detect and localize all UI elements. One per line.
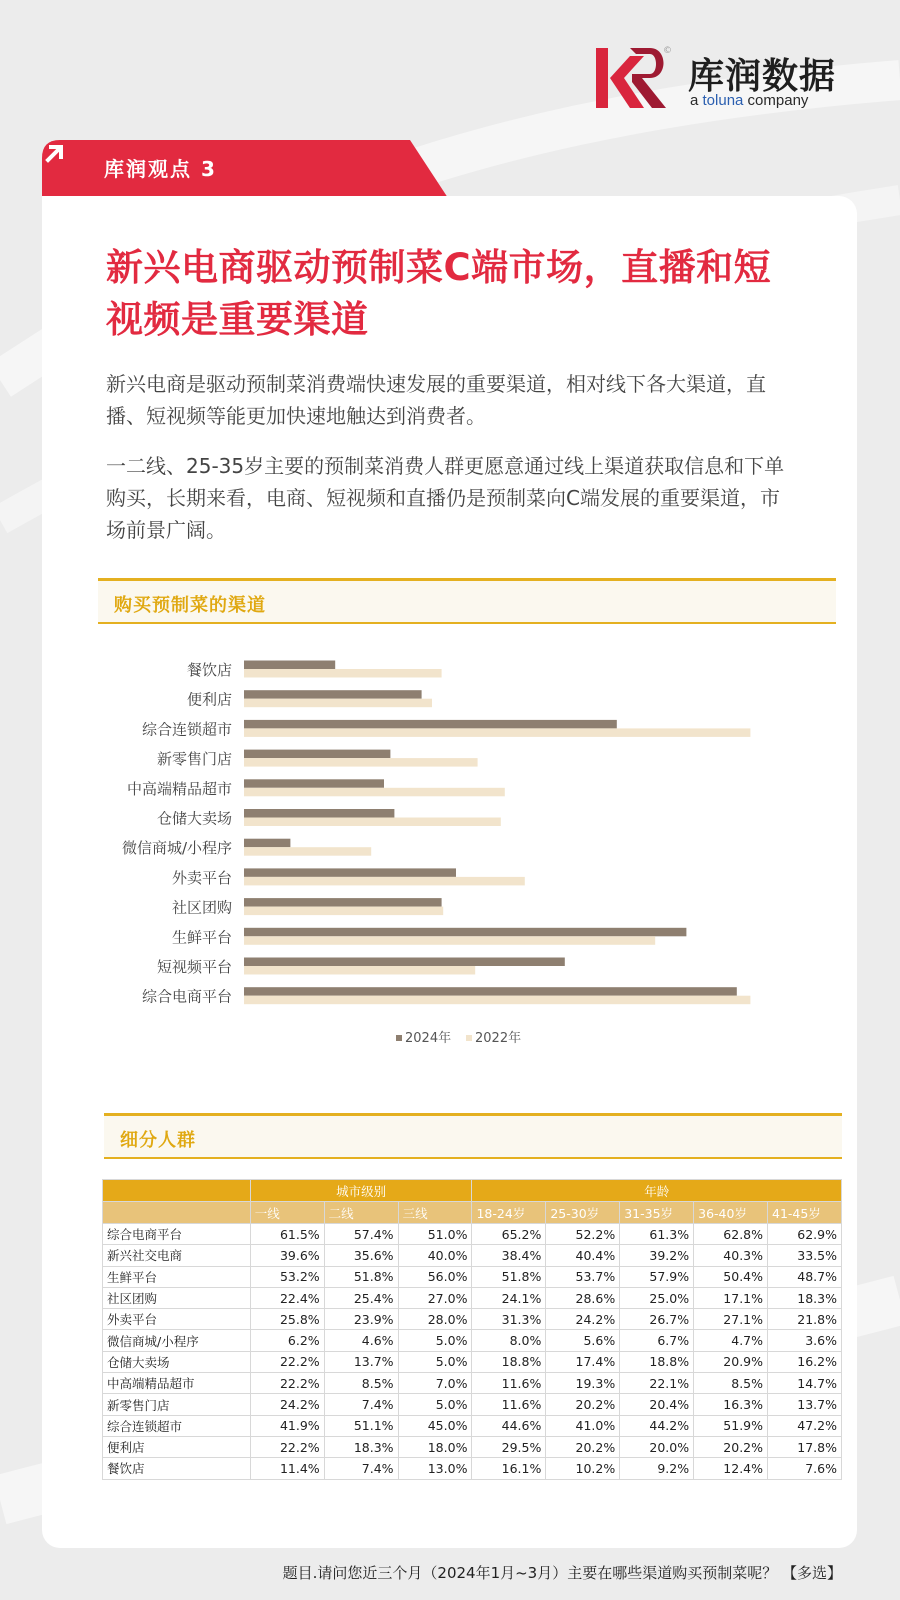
brand-logo: [596, 46, 856, 114]
table-section-title: 细分人群: [120, 1130, 196, 1151]
table-cell: 14.7%: [768, 1373, 842, 1394]
table-cell: 24.2%: [250, 1394, 324, 1415]
table-row: [103, 1373, 842, 1394]
table-cell: 27.1%: [694, 1309, 768, 1330]
table-cell: 33.5%: [768, 1245, 842, 1266]
brand-name: 库润数据: [688, 56, 837, 97]
intro-paragraph-2: 一二线、25-35岁主要的预制菜消费人群更愿意通过线上渠道获取信息和下单购买，长期来看，电商、短视频和直播仍是预制菜向C端发展的重要渠道，市场前景广阔。: [106, 454, 785, 542]
chart-section-header: [98, 578, 836, 624]
chart-section-title: 购买预制菜的渠道: [114, 595, 266, 616]
table-cell: 5.6%: [546, 1330, 620, 1351]
table-cell: 47.2%: [768, 1415, 842, 1436]
bar-2024: [244, 928, 686, 937]
table-cell: 61.3%: [620, 1224, 694, 1245]
category-label: 外卖平台: [171, 868, 232, 887]
row-label: 餐饮店: [103, 1458, 251, 1479]
table-cell: 26.7%: [620, 1309, 694, 1330]
group-header-age: 年龄: [472, 1180, 842, 1202]
table-cell: 51.1%: [324, 1415, 398, 1436]
bar-2022: [244, 758, 478, 767]
table-row: [103, 1458, 842, 1479]
table-cell: 61.5%: [250, 1224, 324, 1245]
table-cell: 44.2%: [620, 1415, 694, 1436]
row-label: 新兴社交电商: [103, 1245, 251, 1266]
table-row: [103, 1309, 842, 1330]
table-cell: 25.4%: [324, 1287, 398, 1308]
table-body: [103, 1224, 842, 1480]
table-corner: [103, 1180, 251, 1202]
tab-label: 库润观点 3: [104, 157, 217, 181]
table-cell: 7.4%: [324, 1394, 398, 1415]
table-section-header: [104, 1113, 842, 1159]
table-cell: 51.8%: [324, 1266, 398, 1287]
table-cell: 50.4%: [694, 1266, 768, 1287]
table-cell: 53.2%: [250, 1266, 324, 1287]
category-label: 短视频平台: [156, 958, 232, 976]
table-cell: 51.0%: [398, 1224, 472, 1245]
table-cell: 17.4%: [546, 1351, 620, 1372]
tagline-suffix: company: [743, 92, 809, 109]
table-cell: 41.0%: [546, 1415, 620, 1436]
bar-2022: [244, 699, 432, 708]
column-header: 25-30岁: [546, 1202, 620, 1224]
legend-swatch: [396, 1035, 402, 1041]
column-header: 18-24岁: [472, 1202, 546, 1224]
table-cell: 16.1%: [472, 1458, 546, 1479]
table-cell: 5.0%: [398, 1351, 472, 1372]
table-cell: 18.3%: [324, 1436, 398, 1457]
table-cell: 20.9%: [694, 1351, 768, 1372]
row-label: 外卖平台: [103, 1309, 251, 1330]
table-cell: 27.0%: [398, 1287, 472, 1308]
bar-2024: [244, 720, 617, 729]
table-cell: 4.6%: [324, 1330, 398, 1351]
table-cell: 17.1%: [694, 1287, 768, 1308]
row-label: 便利店: [103, 1436, 251, 1457]
table-cell: 40.4%: [546, 1245, 620, 1266]
bar-2024: [244, 661, 335, 670]
table-cell: 22.2%: [250, 1373, 324, 1394]
bar-2024: [244, 958, 565, 967]
row-label: 微信商城/小程序: [103, 1330, 251, 1351]
table-cell: 31.3%: [472, 1309, 546, 1330]
row-label: 新零售门店: [103, 1394, 251, 1415]
table-cell: 8.5%: [324, 1373, 398, 1394]
column-header: 41-45岁: [768, 1202, 842, 1224]
table-cell: 7.0%: [398, 1373, 472, 1394]
table-cell: 40.3%: [694, 1245, 768, 1266]
row-label: 综合连锁超市: [103, 1415, 251, 1436]
column-header: 一线: [250, 1202, 324, 1224]
category-label: 微信商城/小程序: [121, 839, 232, 858]
bar-2024: [244, 779, 384, 788]
page-title: 新兴电商驱动预制菜C端市场，直播和短视频是重要渠道: [106, 246, 772, 341]
table-cell: 3.6%: [768, 1330, 842, 1351]
category-label: 中高端精品超市: [126, 779, 232, 798]
table-cell: 28.6%: [546, 1287, 620, 1308]
table-cell: 18.8%: [472, 1351, 546, 1372]
table-cell: 6.7%: [620, 1330, 694, 1351]
category-label: 综合电商平台: [141, 987, 232, 1006]
table-cell: 21.8%: [768, 1309, 842, 1330]
table-cell: 20.2%: [694, 1436, 768, 1457]
table-cell: 7.4%: [324, 1458, 398, 1479]
table-row: [103, 1245, 842, 1266]
table-cell: 65.2%: [472, 1224, 546, 1245]
table-cell: 16.2%: [768, 1351, 842, 1372]
category-label: 综合连锁超市: [141, 720, 232, 739]
table-cell: 28.0%: [398, 1309, 472, 1330]
table-cell: 16.3%: [694, 1394, 768, 1415]
table-cell: 22.4%: [250, 1287, 324, 1308]
table-cell: 22.1%: [620, 1373, 694, 1394]
table-cell: 57.9%: [620, 1266, 694, 1287]
table-cell: 11.6%: [472, 1373, 546, 1394]
intro-paragraph-1: 新兴电商是驱动预制菜消费端快速发展的重要渠道，相对线下各大渠道，直播、短视频等能更加快速地触达到消费者。: [106, 372, 766, 428]
column-header: 36-40岁: [694, 1202, 768, 1224]
category-label: 便利店: [186, 690, 232, 709]
category-label: 社区团购: [171, 898, 232, 917]
table-cell: 51.8%: [472, 1266, 546, 1287]
bar-2022: [244, 818, 501, 827]
table-cell: 24.2%: [546, 1309, 620, 1330]
table-cell: 57.4%: [324, 1224, 398, 1245]
bar-2024: [244, 750, 390, 759]
row-label: 中高端精品超市: [103, 1373, 251, 1394]
column-header-row: [103, 1202, 842, 1224]
table-cell: 19.3%: [546, 1373, 620, 1394]
table-cell: 48.7%: [768, 1266, 842, 1287]
bar-2022: [244, 966, 475, 975]
table-cell: 53.7%: [546, 1266, 620, 1287]
table-row: [103, 1436, 842, 1457]
column-header: 31-35岁: [620, 1202, 694, 1224]
table-cell: 6.2%: [250, 1330, 324, 1351]
table-cell: 52.2%: [546, 1224, 620, 1245]
table-cell: 62.8%: [694, 1224, 768, 1245]
table-row: [103, 1330, 842, 1351]
bar-2024: [244, 987, 737, 996]
category-label: 新零售门店: [156, 750, 232, 769]
row-label: 社区团购: [103, 1287, 251, 1308]
arrow-up-right-icon: [42, 140, 68, 166]
content-card: [42, 196, 857, 1548]
table-cell: 18.3%: [768, 1287, 842, 1308]
table-cell: 8.5%: [694, 1373, 768, 1394]
bar-2022: [244, 847, 371, 856]
legend-swatch: [466, 1035, 472, 1041]
table-cell: 22.2%: [250, 1351, 324, 1372]
registered-mark: ©: [663, 46, 672, 56]
table-cell: 35.6%: [324, 1245, 398, 1266]
section-tab: [42, 140, 454, 198]
row-label: 仓储大卖场: [103, 1351, 251, 1372]
table-cell: 40.0%: [398, 1245, 472, 1266]
table-cell: 17.8%: [768, 1436, 842, 1457]
bar-2022: [244, 996, 750, 1005]
table-cell: 13.7%: [324, 1351, 398, 1372]
table-row: [103, 1287, 842, 1308]
survey-question-footnote: 题目.请问您近三个月（2024年1月~3月）主要在哪些渠道购买预制菜呢？ 【多选】: [282, 1564, 842, 1582]
bar-2022: [244, 669, 442, 678]
table-cell: 13.0%: [398, 1458, 472, 1479]
table-cell: 20.2%: [546, 1436, 620, 1457]
group-header-city: 城市级别: [250, 1180, 472, 1202]
table-cell: 25.8%: [250, 1309, 324, 1330]
table-cell: 20.2%: [546, 1394, 620, 1415]
bar-2022: [244, 728, 750, 737]
brand-tagline: [690, 92, 808, 109]
table-cell: 18.8%: [620, 1351, 694, 1372]
bar-2024: [244, 809, 394, 818]
table-row: [103, 1224, 842, 1245]
table-cell: 23.9%: [324, 1309, 398, 1330]
table-cell: 62.9%: [768, 1224, 842, 1245]
category-label: 生鲜平台: [171, 928, 232, 947]
row-label: 综合电商平台: [103, 1224, 251, 1245]
category-label: 餐饮店: [186, 661, 232, 679]
table-cell: 38.4%: [472, 1245, 546, 1266]
bar-2022: [244, 907, 443, 916]
table-cell: 11.6%: [472, 1394, 546, 1415]
row-label: 生鲜平台: [103, 1266, 251, 1287]
table-cell: 45.0%: [398, 1415, 472, 1436]
table-cell: 20.0%: [620, 1436, 694, 1457]
table-cell: 18.0%: [398, 1436, 472, 1457]
bar-2024: [244, 898, 442, 907]
table-cell: 39.6%: [250, 1245, 324, 1266]
column-header: 二线: [324, 1202, 398, 1224]
table-cell: 39.2%: [620, 1245, 694, 1266]
column-header-blank: [103, 1202, 251, 1224]
table-cell: 13.7%: [768, 1394, 842, 1415]
table-cell: 4.7%: [694, 1330, 768, 1351]
bar-2024: [244, 868, 456, 877]
table-row: [103, 1394, 842, 1415]
segment-table: [102, 1179, 842, 1480]
table-cell: 7.6%: [768, 1458, 842, 1479]
table-cell: 12.4%: [694, 1458, 768, 1479]
legend-label: 2022年: [475, 1031, 522, 1046]
table-row: [103, 1351, 842, 1372]
table-cell: 29.5%: [472, 1436, 546, 1457]
legend-label: 2024年: [405, 1031, 452, 1046]
table-cell: 22.2%: [250, 1436, 324, 1457]
table-cell: 51.9%: [694, 1415, 768, 1436]
tagline-prefix: a: [690, 92, 703, 109]
bar-2022: [244, 877, 525, 886]
bar-2022: [244, 936, 655, 945]
bar-2022: [244, 788, 505, 797]
table-row: [103, 1266, 842, 1287]
kr-logo-icon: [596, 48, 672, 108]
table-cell: 11.4%: [250, 1458, 324, 1479]
tagline-accent: toluna: [702, 92, 744, 109]
table-cell: 44.6%: [472, 1415, 546, 1436]
table-cell: 8.0%: [472, 1330, 546, 1351]
table-cell: 41.9%: [250, 1415, 324, 1436]
table-cell: 5.0%: [398, 1330, 472, 1351]
table-cell: 20.4%: [620, 1394, 694, 1415]
table-cell: 9.2%: [620, 1458, 694, 1479]
column-header: 三线: [398, 1202, 472, 1224]
category-label: 仓储大卖场: [156, 809, 232, 828]
table-cell: 5.0%: [398, 1394, 472, 1415]
table-cell: 25.0%: [620, 1287, 694, 1308]
table-row: [103, 1415, 842, 1436]
bar-2024: [244, 839, 290, 848]
table-cell: 56.0%: [398, 1266, 472, 1287]
table-cell: 10.2%: [546, 1458, 620, 1479]
bar-2024: [244, 690, 422, 699]
table-cell: 24.1%: [472, 1287, 546, 1308]
